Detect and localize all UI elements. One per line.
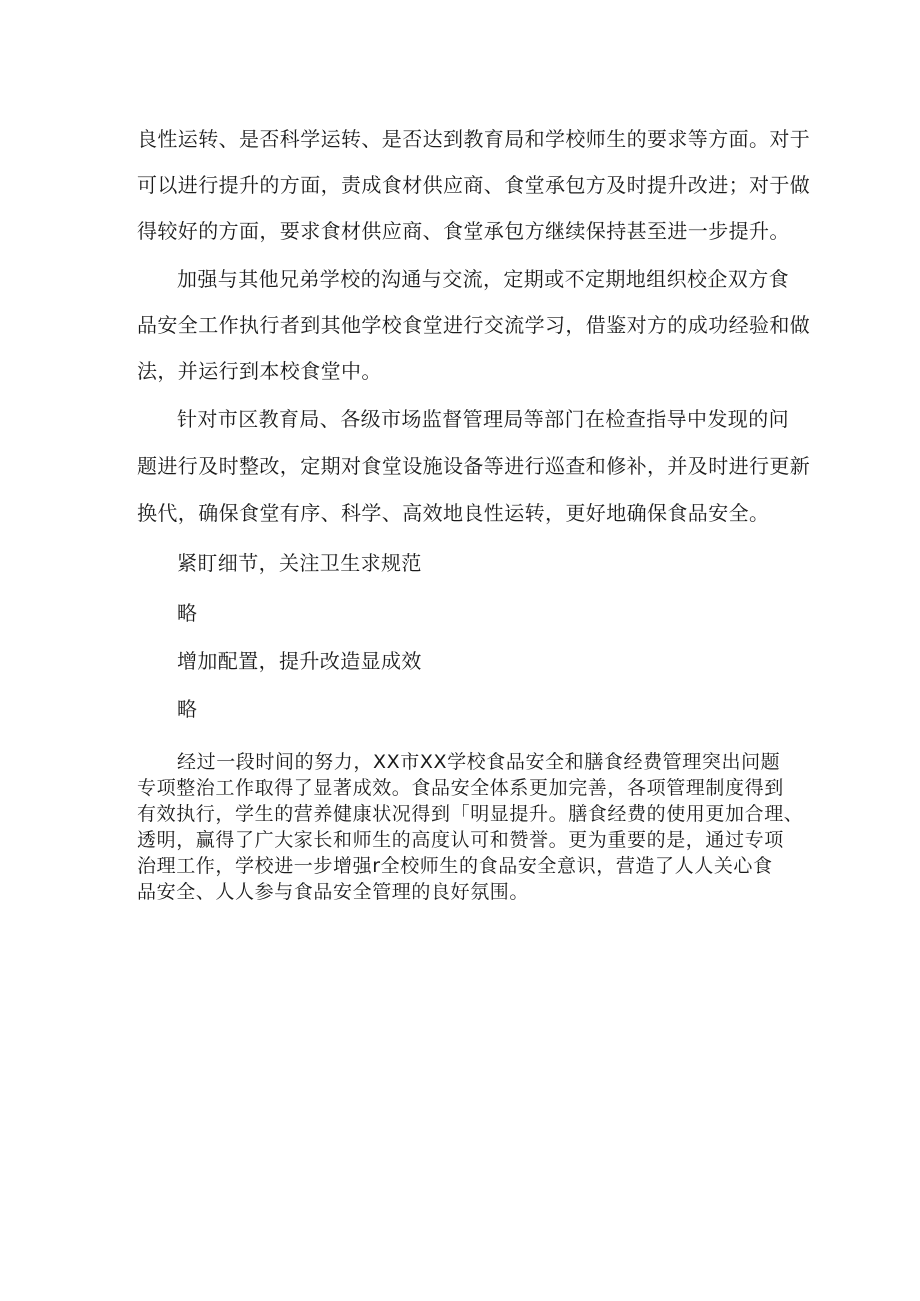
paragraph-line: 得较好的方面，要求食材供应商、食堂承包方继续保持甚至进一步提升。 xyxy=(137,219,790,243)
paragraph-line: 品安全工作执行者到其他学校食堂进行交流学习，借鉴对方的成功经验和做 xyxy=(137,313,811,337)
section-heading-text: 紧盯细节，关注卫生求规范 xyxy=(177,551,422,575)
paragraph-line: 加强与其他兄弟学校的沟通与交流，定期或不定期地组织校企双方食 xyxy=(177,267,789,291)
omitted-content xyxy=(137,694,791,724)
paragraph-line: 治理工作，学校进一步增强r全校师生的食品安全意识，营造了人人关心食 xyxy=(137,855,773,877)
paragraph-1 xyxy=(137,116,811,254)
section-heading xyxy=(137,548,791,578)
paragraph-line: 良性运转、是否科学运转、是否达到教育局和学校师生的要求等方面。对于 xyxy=(137,127,811,151)
section-heading xyxy=(137,646,791,676)
paragraph-line: 法，并运行到本校食堂中。 xyxy=(137,359,382,383)
paragraph-line: 换代，确保食堂有序、科学、高效地良性运转，更好地确保食品安全。 xyxy=(137,501,770,525)
paragraph-conclusion xyxy=(137,749,804,905)
paragraph-line: 可以进行提升的方面，责成食材供应商、食堂承包方及时提升改进；对于做 xyxy=(137,173,811,197)
paragraph-line: 品安全、人人参与食品安全管理的良好氛围。 xyxy=(137,881,530,903)
paragraph-line: 透明，赢得了广大家长和师生的高度认可和赞誉。更为重要的是，通过专项 xyxy=(137,829,784,851)
paragraph-line: 经过一段时间的努力，XX市XX学校食品安全和膳食经费管理突出问题 xyxy=(177,751,781,773)
paragraph-3 xyxy=(137,396,811,537)
paragraph-line: 专项整治工作取得了显著成效。食品安全体系更加完善，各项管理制度得到 xyxy=(137,777,784,799)
paragraph-line: 有效执行，学生的营养健康状况得到「明显提升。膳食经费的使用更加合理、 xyxy=(137,803,804,825)
paragraph-line: 题进行及时整改，定期对食堂设施设备等进行巡查和修补，并及时进行更新 xyxy=(137,454,811,478)
paragraph-line: 针对市区教育局、各级市场监督管理局等部门在检查指导中发现的问 xyxy=(177,407,789,431)
omitted-content-text: 略 xyxy=(177,601,198,625)
paragraph-2 xyxy=(137,256,811,394)
section-heading-text: 增加配置，提升改造显成效 xyxy=(177,649,422,673)
omitted-content xyxy=(137,598,791,628)
omitted-content-text: 略 xyxy=(177,697,198,721)
